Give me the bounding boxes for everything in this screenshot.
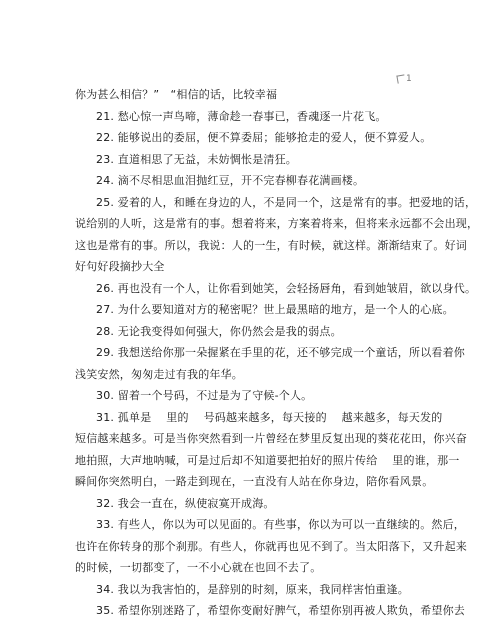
text-line: 的时候，一切都变了，一不小心就在也回不去了。: [75, 561, 322, 574]
text-line: 28. 无论我变得如何强大，你仍然会是我的弱点。: [96, 324, 342, 338]
text-line: 24. 滴不尽相思血泪抛红豆，开不完春柳春花满画楼。: [96, 174, 365, 187]
text-line: 说给别的人听，这是常有的事。想着将来，方案着将来，但将来永远都不会出现，: [75, 217, 479, 230]
text-line: 好句好段摘抄大全: [75, 260, 165, 273]
page-number: 1: [406, 74, 412, 84]
text-line: 29. 我想送给你那一朵握紧在手里的花，还不够完成一个童话，所以看着你: [96, 346, 465, 359]
corner-bracket-icon: [396, 74, 405, 83]
text-line: 这也是常有的事。所以，我说：人的一生，有时候，就这样。渐渐结束了。好词: [75, 238, 467, 252]
text-line: 你为甚么相信？” “相信的话，比较幸福: [75, 88, 278, 101]
text-line: 32. 我会一直在，纵使寂寞开成海。: [96, 496, 275, 510]
text-line: 短信越来越多。可是当你突然看到一片曾经在梦里反复出现的葵花花田，你兴奋: [75, 432, 467, 445]
text-line: 33. 有些人，你以为可以见面的。有些事，你以为可以一直继续的。然后，: [96, 518, 465, 531]
text-line: 25. 爱着的人，和睡在身边的人，不是同一个，这是常有的事。把爱地的话，: [96, 195, 477, 209]
text-line: 地拍照，大声地呐喊，可是过后却不知道要把拍好的照片传给 里的谁，那一: [75, 453, 460, 467]
text-line: 30. 留着一个号码，不过是为了守候-个人。: [96, 389, 313, 402]
text-line: 21. 愁心惊一声鸟啼，薄命趁一春事已，香魂逐一片花飞。: [96, 109, 387, 123]
text-line: 27. 为什么要知道对方的秘密呢？世上最黑暗的地方，是一个人的心底。: [96, 303, 454, 316]
text-line: 34. 我以为我害怕的，是辞别的时刻，原来，我同样害怕重逢。: [96, 582, 409, 596]
text-line: 浅笑安然，匆匆走过有我的年华。: [75, 367, 243, 381]
page-corner-mark: [397, 74, 412, 84]
text-line: 35. 希望你别迷路了，希望你变耐好脾气，希望你别再被人欺负，希望你去: [96, 604, 465, 617]
text-line: 23. 直道相思了无益，未妨惆怅是清狂。: [96, 152, 297, 166]
text-line: 31. 孤单是 里的 号码越来越多，每天接的 越来越多，每天发的: [96, 410, 443, 424]
text-line: 瞬间你突然明白，一路走到现在，一直没有人站在你身边，陪你看风景。: [75, 475, 434, 488]
text-line: 26. 再也没有一个人，让你看到她笑，会轻扬唇角，看到她皱眉，欲以身代。: [96, 281, 477, 295]
text-line: 22. 能够说出的委屈，便不算委屈；能够抢走的爱人，便不算爱人。: [96, 131, 432, 144]
text-line: 也许在你转身的那个刹那。有些人，你就再也见不到了。当太阳落下，又升起来: [75, 539, 467, 553]
document-body: [75, 84, 479, 622]
